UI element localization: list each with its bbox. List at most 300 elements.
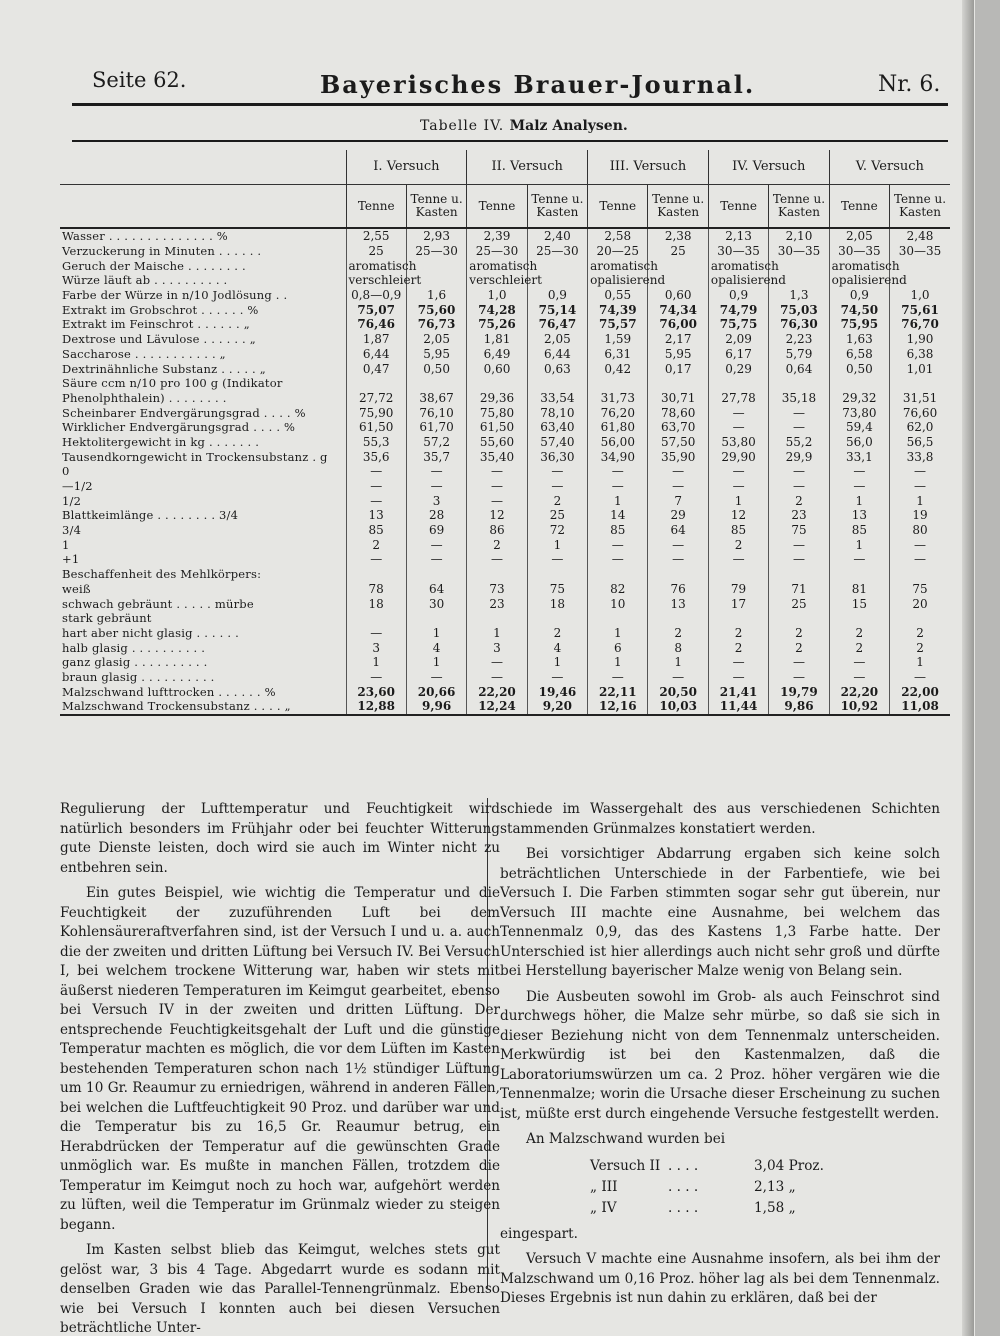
table-cell: 1,01 xyxy=(890,361,950,376)
table-row xyxy=(60,464,950,479)
subheader-tenne-kasten: Tenne u. Kasten xyxy=(890,185,950,229)
table-cell: 2 xyxy=(708,640,768,655)
table-corner-2 xyxy=(60,185,346,229)
table-cell: — xyxy=(467,552,527,567)
table-cell: — xyxy=(527,479,587,494)
table-cell xyxy=(648,567,708,582)
table-cell: 3 xyxy=(346,640,406,655)
loss-value: 1,58 „ xyxy=(754,1199,796,1216)
table-top-rule xyxy=(72,140,948,142)
row-label: Hektolitergewicht in kg . . . . . . . xyxy=(62,434,260,449)
trial-label: „ III xyxy=(590,1178,618,1195)
table-cell: 6,31 xyxy=(588,347,648,362)
row-label: Wirklicher Endvergärungsgrad . . . . % xyxy=(62,420,296,435)
table-cell: 74,34 xyxy=(648,302,708,317)
table-cell xyxy=(346,376,406,391)
table-cell: 1 xyxy=(708,493,768,508)
table-cell: 30—35 xyxy=(708,244,768,259)
table-cell: 25 xyxy=(346,244,406,259)
table-cell: 61,70 xyxy=(406,420,466,435)
row-label: Malzschwand lufttrocken . . . . . . % xyxy=(62,684,276,699)
table-row xyxy=(60,405,950,420)
table-cell: 12,24 xyxy=(467,699,527,715)
table-row xyxy=(60,347,950,362)
left-paragraph: Ein gutes Beispiel, wie wichtig die Temperatur und die Feuchtigkeit der zuzuführenden Luft bei dem Kohlensäureraftverfahren sind, ist der Versuch I und u. a. auch die der zweiten und dritten Lüftung bei Versuch IV. Bei Versuch I, bei welchem trockene Witterung war, haben wir stets mit äußerst niederen Temperaturen im Keimgut gearbeitet, ebenso bei Versuch IV in der zweiten und dritten Lüftung. Der entsprechende Feuchtigkeitsgehalt der Luft und die günstige Temperatur machten es möglich, die vor dem Lüften im Kasten bestehenden Temperaturen schon nach 1½ stündiger Lüftung um 10 Gr. Reaumur zu erniedrigen, während in anderen Fällen, bei welchen die Luftfeuchtigkeit 90 Proz. und darüber war und die Temperatur bis zu 16,5 Gr. Reaumur betrug, ein Herabdrücken der Temperatur auf die gewünschten Grade unmöglich war. Es mußte in manchen Fällen, trotzdem die Temperatur im Keimgut noch zu hoch war, aufgehört werden zu lüften, weil die Temperatur im Grünmalz wieder zu steigen begann. xyxy=(60,885,501,1233)
table-cell: 18 xyxy=(346,596,406,611)
table-cell: aromatisch xyxy=(829,258,889,273)
row-label: Phenolphthalein) . . . . . . . . xyxy=(62,390,227,405)
table-cell: — xyxy=(346,464,406,479)
table-cell: 6 xyxy=(588,640,648,655)
table-cell xyxy=(588,376,648,391)
table-cell: 36,30 xyxy=(527,449,587,464)
table-cell: — xyxy=(406,464,466,479)
malt-analysis-table xyxy=(60,150,950,716)
table-cell: — xyxy=(708,655,768,670)
table-cell: 25 xyxy=(769,596,829,611)
row-label: ganz glasig . . . . . . . . . . xyxy=(62,655,208,670)
table-cell: — xyxy=(890,464,950,479)
table-row xyxy=(60,332,950,347)
table-cell: 86 xyxy=(467,523,527,538)
table-cell: — xyxy=(467,655,527,670)
table-cell: 1 xyxy=(648,655,708,670)
table-cell xyxy=(708,376,768,391)
table-cell: 35,40 xyxy=(467,449,527,464)
subheader-tenne: Tenne xyxy=(467,185,527,229)
table-cell: 12,16 xyxy=(588,699,648,715)
row-label: schwach gebräunt . . . . . mürbe xyxy=(62,596,254,611)
table-cell: 22,20 xyxy=(829,684,889,699)
table-cell: 74,39 xyxy=(588,302,648,317)
table-cell: 1 xyxy=(406,655,466,670)
table-cell: 75 xyxy=(890,582,950,597)
table-cell: 76 xyxy=(648,582,708,597)
table-cell: — xyxy=(708,479,768,494)
table-corner xyxy=(60,150,346,185)
table-cell: 1,63 xyxy=(829,332,889,347)
row-label: 0 xyxy=(62,464,70,479)
table-cell: 23 xyxy=(769,508,829,523)
table-cell: 6,38 xyxy=(890,347,950,362)
table-cell: 1,0 xyxy=(467,288,527,303)
journal-title: Bayerisches Brauer-Journal. xyxy=(320,70,756,99)
table-cell: — xyxy=(829,552,889,567)
table-cell: 1,6 xyxy=(406,288,466,303)
table-cell: 78,10 xyxy=(527,405,587,420)
table-cell: 1 xyxy=(890,655,950,670)
left-text-column xyxy=(60,800,500,1336)
row-label: braun glasig . . . . . . . . . . xyxy=(62,669,215,684)
table-cell: 6,17 xyxy=(708,347,768,362)
table-cell: 9,96 xyxy=(406,699,466,715)
table-cell: 15 xyxy=(829,596,889,611)
row-label: Saccharose . . . . . . . . . . . „ xyxy=(62,346,226,361)
table-cell: aromatisch xyxy=(467,258,527,273)
row-label: halb glasig . . . . . . . . . . xyxy=(62,640,206,655)
table-cell: 0,50 xyxy=(406,361,466,376)
table-cell: 71 xyxy=(769,582,829,597)
table-cell: 19,46 xyxy=(527,684,587,699)
row-label: Tausendkorngewicht in Trockensubstanz . g xyxy=(62,449,328,464)
table-cell: 27,72 xyxy=(346,391,406,406)
table-row xyxy=(60,567,950,582)
table-cell: — xyxy=(346,626,406,641)
malt-loss-item xyxy=(590,1156,940,1177)
table-cell: — xyxy=(890,552,950,567)
table-cell: 25 xyxy=(648,244,708,259)
table-cell xyxy=(648,376,708,391)
table-cell: — xyxy=(769,420,829,435)
table-cell: 75,60 xyxy=(406,302,466,317)
table-cell: 61,50 xyxy=(467,420,527,435)
table-cell: 2 xyxy=(346,537,406,552)
table-cell: 73 xyxy=(467,582,527,597)
table-cell: 2 xyxy=(527,493,587,508)
trial-group-header: I. Versuch xyxy=(346,150,467,185)
table-cell xyxy=(890,611,950,626)
leader-dots: . . . . xyxy=(668,1199,699,1216)
table-cell: 11,44 xyxy=(708,699,768,715)
table-cell: 76,70 xyxy=(890,317,950,332)
table-row xyxy=(60,523,950,538)
table-cell: — xyxy=(708,670,768,685)
table-cell: 75 xyxy=(527,582,587,597)
table-cell: — xyxy=(467,464,527,479)
table-cell: 5,79 xyxy=(769,347,829,362)
table-cell: 30—35 xyxy=(769,244,829,259)
table-cell: 29,36 xyxy=(467,391,527,406)
table-row xyxy=(60,391,950,406)
table-cell: 33,54 xyxy=(527,391,587,406)
table-row xyxy=(60,228,950,244)
table-cell: 79 xyxy=(708,582,768,597)
table-cell: 6,49 xyxy=(467,347,527,362)
row-label: Blattkeimlänge . . . . . . . . 3/4 xyxy=(62,508,239,523)
table-cell xyxy=(467,611,527,626)
table-cell xyxy=(346,567,406,582)
table-title-main: Malz Analysen. xyxy=(509,118,628,134)
row-label: Beschaffenheit des Mehlkörpers: xyxy=(62,567,262,582)
table-cell: — xyxy=(406,479,466,494)
table-cell: — xyxy=(406,670,466,685)
table-cell: 34,90 xyxy=(588,449,648,464)
loss-value: 3,04 Proz. xyxy=(754,1157,824,1174)
left-paragraph: Regulierung der Lufttemperatur und Feuchtigkeit wird natürlich besonders im Frühjahr oder bei feuchter Witterung gute Dienste leisten, doch wird sie auch im Winter nicht zu entbehren sein. xyxy=(60,801,500,876)
table-cell: — xyxy=(890,670,950,685)
table-cell: 4 xyxy=(527,640,587,655)
table-cell: 30—35 xyxy=(829,244,889,259)
table-row xyxy=(60,626,950,641)
row-label: Dextrinähnliche Substanz . . . . . „ xyxy=(62,361,266,376)
table-cell xyxy=(769,376,829,391)
table-cell: 28 xyxy=(406,508,466,523)
table-cell: 80 xyxy=(890,523,950,538)
table-cell: — xyxy=(708,420,768,435)
page-edge xyxy=(962,0,974,1336)
table-cell: 7 xyxy=(648,493,708,508)
table-cell: 0,9 xyxy=(829,288,889,303)
table-cell: 20,50 xyxy=(648,684,708,699)
table-cell xyxy=(467,376,527,391)
right-paragraph: schiede im Wassergehalt des aus verschiedenen Schichten stammenden Grünmalzes konstatiert werden. xyxy=(500,801,940,837)
table-cell: — xyxy=(406,552,466,567)
table-row xyxy=(60,508,950,523)
table-row xyxy=(60,670,950,685)
table-row xyxy=(60,302,950,317)
table-cell: — xyxy=(588,464,648,479)
table-cell: — xyxy=(648,464,708,479)
table-cell: 76,10 xyxy=(406,405,466,420)
table-cell: 2 xyxy=(829,626,889,641)
table-cell: 18 xyxy=(527,596,587,611)
page-number: Seite 62. xyxy=(92,68,187,92)
right-paragraph: Bei vorsichtiger Abdarrung ergaben sich keine solch beträchtlichen Unterschiede in der Farbentiefe, wie bei Versuch I. Die Farben stimmten sogar sehr gut überein, nur Versuch III machte eine Ausnahme, bei welchem das Tennenmalz 0,9, das des Kastens 1,3 Farbe hatte. Der Unterschied ist hier allerdings auch nicht sehr groß und dürfte bei Herstellung bayerischer Malze wenig von Belang sein. xyxy=(500,846,940,979)
table-cell xyxy=(829,611,889,626)
table-cell: 85 xyxy=(346,523,406,538)
table-row xyxy=(60,640,950,655)
table-cell: — xyxy=(769,405,829,420)
table-cell: 3 xyxy=(406,493,466,508)
table-cell: 23 xyxy=(467,596,527,611)
table-cell: 78,60 xyxy=(648,405,708,420)
trial-group-header: V. Versuch xyxy=(829,150,950,185)
table-cell xyxy=(346,611,406,626)
table-cell xyxy=(588,567,648,582)
subheader-tenne: Tenne xyxy=(346,185,406,229)
subheader-tenne: Tenne xyxy=(708,185,768,229)
table-cell: 1 xyxy=(829,493,889,508)
table-cell: 2,93 xyxy=(406,228,466,244)
table-cell: 10,03 xyxy=(648,699,708,715)
table-cell: — xyxy=(890,479,950,494)
table-cell: 76,20 xyxy=(588,405,648,420)
table-cell: verschleiert xyxy=(467,273,527,288)
table-cell: 55,60 xyxy=(467,435,527,450)
table-cell: 75,57 xyxy=(588,317,648,332)
table-cell: — xyxy=(527,670,587,685)
subheader-tenne-kasten: Tenne u. Kasten xyxy=(769,185,829,229)
table-cell: 29,32 xyxy=(829,391,889,406)
table-cell: — xyxy=(588,670,648,685)
table-cell: 0,17 xyxy=(648,361,708,376)
table-cell xyxy=(527,567,587,582)
table-cell: 61,80 xyxy=(588,420,648,435)
table-cell: aromatisch xyxy=(588,258,648,273)
table-cell: 12,88 xyxy=(346,699,406,715)
table-cell: 1,90 xyxy=(890,332,950,347)
table-cell: 75,14 xyxy=(527,302,587,317)
table-cell: 2 xyxy=(708,626,768,641)
table-cell: 85 xyxy=(708,523,768,538)
row-label: Extrakt im Feinschrot . . . . . . „ xyxy=(62,317,250,332)
table-cell xyxy=(769,611,829,626)
table-cell: 1,81 xyxy=(467,332,527,347)
table-cell: — xyxy=(829,464,889,479)
table-cell: 1 xyxy=(588,626,648,641)
table-cell: 1 xyxy=(890,493,950,508)
table-cell: — xyxy=(588,537,648,552)
table-cell: opalisierend xyxy=(588,273,648,288)
table-cell: 2 xyxy=(769,626,829,641)
table-cell: 29,9 xyxy=(769,449,829,464)
table-cell: 20—25 xyxy=(588,244,648,259)
table-cell: 75,26 xyxy=(467,317,527,332)
table-row xyxy=(60,611,950,626)
table-cell: 2 xyxy=(708,537,768,552)
subheader-tenne-kasten: Tenne u. Kasten xyxy=(527,185,587,229)
table-cell: 0,47 xyxy=(346,361,406,376)
table-cell: 75,61 xyxy=(890,302,950,317)
table-row xyxy=(60,537,950,552)
table-cell: 64 xyxy=(648,523,708,538)
table-cell: 75,95 xyxy=(829,317,889,332)
table-cell: 30 xyxy=(406,596,466,611)
table-row xyxy=(60,596,950,611)
table-cell: 78 xyxy=(346,582,406,597)
table-cell: 1 xyxy=(346,655,406,670)
row-label: Malzschwand Trockensubstanz . . . . „ xyxy=(60,699,346,715)
table-cell: — xyxy=(769,537,829,552)
table-cell: 12 xyxy=(708,508,768,523)
table-cell: — xyxy=(467,479,527,494)
table-cell: 13 xyxy=(648,596,708,611)
table-row xyxy=(60,493,950,508)
table-cell: 2 xyxy=(890,626,950,641)
table-cell: 2 xyxy=(829,640,889,655)
table-cell: 72 xyxy=(527,523,587,538)
table-cell: 25—30 xyxy=(527,244,587,259)
table-cell: aromatisch xyxy=(346,258,406,273)
table-cell: 0,29 xyxy=(708,361,768,376)
table-cell: 56,00 xyxy=(588,435,648,450)
table-cell xyxy=(890,567,950,582)
table-cell: 53,80 xyxy=(708,435,768,450)
table-cell: 20 xyxy=(890,596,950,611)
table-cell: 2,05 xyxy=(527,332,587,347)
table-cell: 2,05 xyxy=(829,228,889,244)
malt-loss-item xyxy=(590,1198,940,1219)
row-label: Farbe der Würze in n/10 Jodlösung . . xyxy=(62,288,288,303)
table-cell: 17 xyxy=(708,596,768,611)
table-cell: 2 xyxy=(467,537,527,552)
table-cell xyxy=(829,567,889,582)
table-cell: 25—30 xyxy=(467,244,527,259)
table-cell xyxy=(406,611,466,626)
table-cell: 76,47 xyxy=(527,317,587,332)
table-cell: 73,80 xyxy=(829,405,889,420)
table-cell: 1 xyxy=(829,537,889,552)
table-cell: 62,0 xyxy=(890,420,950,435)
table-cell: — xyxy=(708,552,768,567)
table-cell: 55,2 xyxy=(769,435,829,450)
table-cell: 14 xyxy=(588,508,648,523)
table-row xyxy=(60,317,950,332)
table-cell: — xyxy=(769,479,829,494)
table-cell: 21,41 xyxy=(708,684,768,699)
row-label: +1 xyxy=(62,552,80,567)
right-paragraph: An Malzschwand wurden bei xyxy=(526,1131,726,1147)
table-cell: 6,58 xyxy=(829,347,889,362)
table-cell: — xyxy=(708,405,768,420)
table-cell: — xyxy=(588,552,648,567)
trial-group-header: II. Versuch xyxy=(467,150,588,185)
leader-dots: . . . . xyxy=(668,1178,699,1195)
table-cell: — xyxy=(769,552,829,567)
table-cell xyxy=(406,567,466,582)
table-cell: — xyxy=(769,464,829,479)
table-cell: 30,71 xyxy=(648,391,708,406)
table-cell: 2,38 xyxy=(648,228,708,244)
table-cell: 0,50 xyxy=(829,361,889,376)
table-cell: 33,1 xyxy=(829,449,889,464)
table-cell: 63,40 xyxy=(527,420,587,435)
table-row xyxy=(60,435,950,450)
table-cell: — xyxy=(346,552,406,567)
table-cell: 2,17 xyxy=(648,332,708,347)
table-cell: 75,75 xyxy=(708,317,768,332)
table-cell: — xyxy=(346,479,406,494)
row-label: 3/4 xyxy=(62,523,82,538)
row-label: hart aber nicht glasig . . . . . . xyxy=(62,625,239,640)
table-cell: — xyxy=(829,655,889,670)
table-cell: 2 xyxy=(769,493,829,508)
table-row xyxy=(60,244,950,259)
malt-loss-list xyxy=(590,1156,940,1219)
subheader-tenne: Tenne xyxy=(829,185,889,229)
trial-label: „ IV xyxy=(590,1199,617,1216)
table-cell: 2,23 xyxy=(769,332,829,347)
table-row xyxy=(60,655,950,670)
table-cell xyxy=(527,611,587,626)
table-cell: 2,40 xyxy=(527,228,587,244)
table-cell: 6,44 xyxy=(346,347,406,362)
table-cell xyxy=(769,567,829,582)
table-cell: 8 xyxy=(648,640,708,655)
table-cell: 9,20 xyxy=(527,699,587,715)
table-cell: 1,0 xyxy=(890,288,950,303)
table-cell: 0,60 xyxy=(467,361,527,376)
header-rule xyxy=(72,103,948,106)
table-cell: 25—30 xyxy=(406,244,466,259)
table-cell xyxy=(829,376,889,391)
row-label: Verzuckerung in Minuten . . . . . . xyxy=(62,244,262,259)
table-cell: 10 xyxy=(588,596,648,611)
table-cell: 2 xyxy=(527,626,587,641)
row-label: Geruch der Maische . . . . . . . . xyxy=(62,258,246,273)
table-cell: 63,70 xyxy=(648,420,708,435)
right-paragraph: Versuch V machte eine Ausnahme insofern, als bei ihm der Malzschwand um 0,16 Proz. höher lag als bei dem Tennenmalz. Dieses Ergebnis ist nun dahin zu erklären, daß bei der xyxy=(500,1251,940,1306)
table-cell: 20,66 xyxy=(406,684,466,699)
table-cell: 69 xyxy=(406,523,466,538)
table-cell: 75 xyxy=(769,523,829,538)
table-cell: — xyxy=(346,670,406,685)
table-cell: — xyxy=(346,493,406,508)
table-row xyxy=(60,273,950,288)
table-cell: 75,07 xyxy=(346,302,406,317)
table-cell: 56,0 xyxy=(829,435,889,450)
table-cell: 12 xyxy=(467,508,527,523)
row-label: Extrakt im Grobschrot . . . . . . % xyxy=(62,302,259,317)
table-row xyxy=(60,376,950,391)
table-cell: 1 xyxy=(588,493,648,508)
table-row xyxy=(60,420,950,435)
table-title xyxy=(420,118,628,134)
table-cell: — xyxy=(769,655,829,670)
table-cell: 30—35 xyxy=(890,244,950,259)
table-cell: 31,51 xyxy=(890,391,950,406)
table-cell: 85 xyxy=(829,523,889,538)
